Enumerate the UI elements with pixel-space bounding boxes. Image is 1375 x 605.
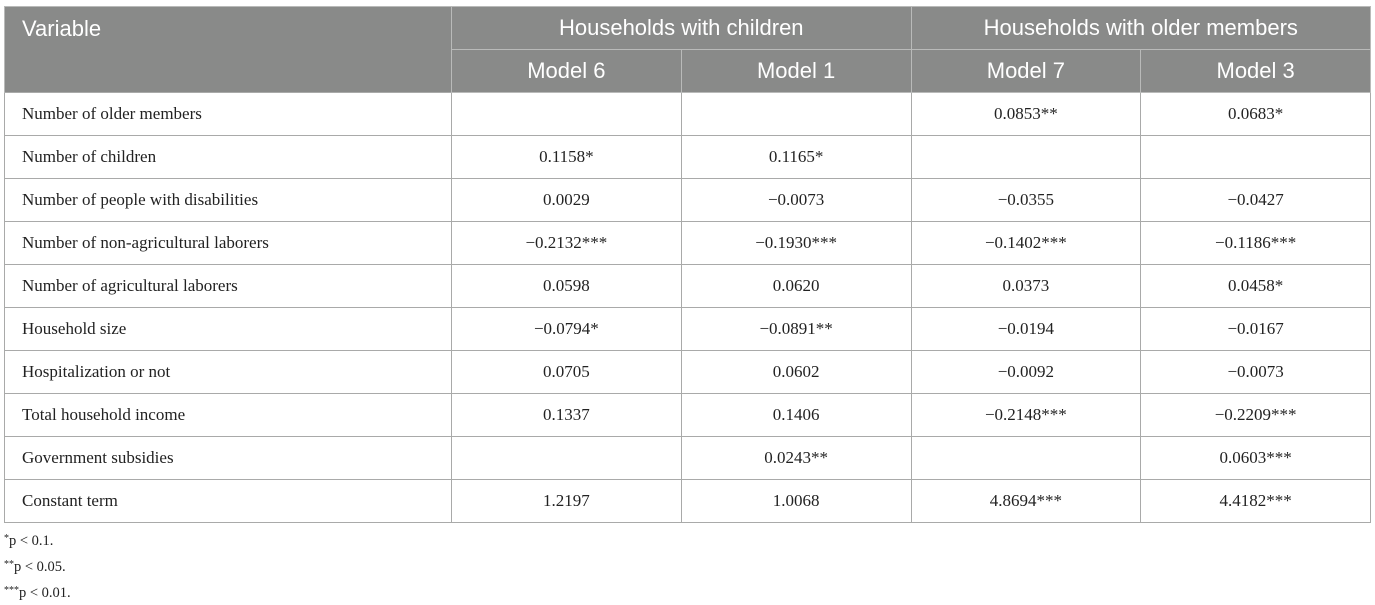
table-header: [5, 7, 1371, 93]
table-cell: −0.0073: [681, 179, 911, 222]
table-cell: 0.0458*: [1141, 265, 1371, 308]
table-cell: 0.1406: [681, 394, 911, 437]
table-cell: −0.0073: [1141, 351, 1371, 394]
table-body: [5, 93, 1371, 523]
table-cell: 1.0068: [681, 480, 911, 523]
table-cell: −0.0427: [1141, 179, 1371, 222]
footnote-mark: *: [4, 533, 9, 544]
table-cell: −0.0794*: [452, 308, 682, 351]
footnote-text: p < 0.05.: [14, 559, 66, 575]
table-row: [5, 93, 1371, 136]
table-cell: 0.0853**: [911, 93, 1141, 136]
header-model-3: Model 3: [1141, 50, 1371, 93]
header-model-6: Model 6: [452, 50, 682, 93]
table-cell: 0.0243**: [681, 437, 911, 480]
row-label: Number of children: [5, 136, 452, 179]
table-cell: 1.2197: [452, 480, 682, 523]
table-row: [5, 136, 1371, 179]
row-label: Number of non-agricultural laborers: [5, 222, 452, 265]
regression-table: [4, 6, 1371, 523]
row-label: Number of agricultural laborers: [5, 265, 452, 308]
row-label: Government subsidies: [5, 437, 452, 480]
row-label: Household size: [5, 308, 452, 351]
header-model-7: Model 7: [911, 50, 1141, 93]
table-cell: 0.0683*: [1141, 93, 1371, 136]
table-cell: −0.2132***: [452, 222, 682, 265]
header-group-children: Households with children: [452, 7, 912, 50]
table-row: [5, 265, 1371, 308]
table-cell: [681, 93, 911, 136]
table-cell: 0.0705: [452, 351, 682, 394]
table-cell: [452, 93, 682, 136]
table-row: [5, 308, 1371, 351]
table-cell: 0.0620: [681, 265, 911, 308]
row-label: Constant term: [5, 480, 452, 523]
header-variable: Variable: [5, 7, 452, 93]
table-cell: [911, 136, 1141, 179]
footnote-text: p < 0.01.: [19, 585, 71, 601]
table-cell: −0.1930***: [681, 222, 911, 265]
table-row: [5, 480, 1371, 523]
row-label: Number of people with disabilities: [5, 179, 452, 222]
footnote-mark: ***: [4, 585, 19, 596]
header-model-1: Model 1: [681, 50, 911, 93]
footnote: [4, 553, 71, 579]
table-cell: −0.0167: [1141, 308, 1371, 351]
row-label: Number of older members: [5, 93, 452, 136]
table-cell: 4.8694***: [911, 480, 1141, 523]
table-cell: −0.0092: [911, 351, 1141, 394]
table-cell: [911, 437, 1141, 480]
table-cell: 0.0373: [911, 265, 1141, 308]
table-cell: −0.2209***: [1141, 394, 1371, 437]
table-footnotes: [4, 527, 71, 605]
footnote-mark: **: [4, 559, 14, 570]
footnote-text: p < 0.1.: [9, 533, 54, 549]
footnote: [4, 527, 71, 553]
table-cell: −0.0355: [911, 179, 1141, 222]
table-cell: −0.1186***: [1141, 222, 1371, 265]
table-cell: −0.0891**: [681, 308, 911, 351]
table-cell: 0.0029: [452, 179, 682, 222]
table-cell: −0.1402***: [911, 222, 1141, 265]
table-cell: 0.0603***: [1141, 437, 1371, 480]
table-cell: 0.0598: [452, 265, 682, 308]
table-row: [5, 222, 1371, 265]
footnote: [4, 579, 71, 605]
table-cell: [1141, 136, 1371, 179]
table-cell: 0.1337: [452, 394, 682, 437]
table-cell: 0.1165*: [681, 136, 911, 179]
table-cell: 0.0602: [681, 351, 911, 394]
table-cell: −0.0194: [911, 308, 1141, 351]
table-cell: 0.1158*: [452, 136, 682, 179]
regression-table-container: [4, 6, 1370, 523]
table-cell: 4.4182***: [1141, 480, 1371, 523]
table-row: [5, 351, 1371, 394]
row-label: Total household income: [5, 394, 452, 437]
table-cell: [452, 437, 682, 480]
row-label: Hospitalization or not: [5, 351, 452, 394]
header-group-older: Households with older members: [911, 7, 1371, 50]
table-row: [5, 437, 1371, 480]
table-row: [5, 179, 1371, 222]
table-row: [5, 394, 1371, 437]
table-cell: −0.2148***: [911, 394, 1141, 437]
